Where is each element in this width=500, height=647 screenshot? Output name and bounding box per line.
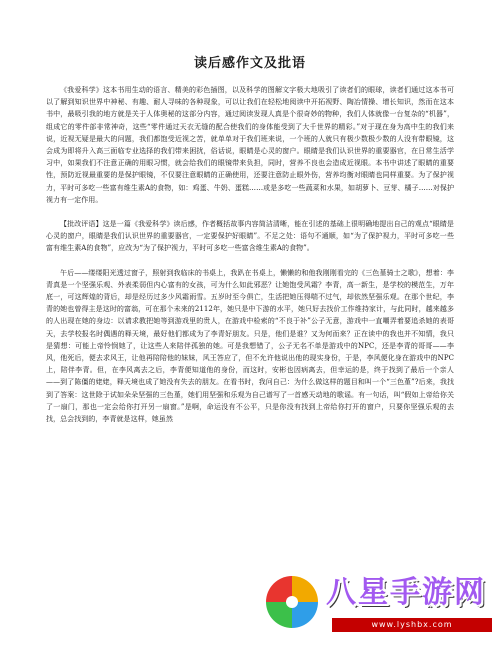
document-body — [46, 84, 454, 604]
watermark-url: www.lyshbx.com — [332, 618, 492, 632]
paragraph-second-essay: 午后——缕缕阳光透过窗子，照射到我临床的书桌上，我趴在书桌上，懒懒的和他我刚刚看完的《三色堇骑士之歌》，想着：李青真是一个坚强乐观、外表柔弱但内心富有的女孩，可为什么如此邪恶？让她饱受风霜？李青，高一新生，是学校的模范生，万年底一，可这辉煌的背后，却是经历过多少风霜雨雪。五岁时至今俱亡，生活把她压得喘不过气，却依然坚强乐观。在那个世纪，李青的她也曾得主是这时的富翁，可在那个未来的2112年，她只是中下游的水平，她只好去找价工作维持家计，与此同时，越来越多的人出现在她的身边：以请求教把她等到游戏里的贵人，在游戏中检索的“不良于补”公子无意，游戏中一直嘲弄着要追杀她的表哥天，去学校报名时偶遇的释天境，最好他们都成为了李青好朋友。只是，他们是谁？又为何而来？正在读中的我也并不知情，我只是猜想：可能上帝怜悯她了，让这些人来陪伴孤独的她。可是我想错了，公子无名不单是游戏中的NPC，还是李青的哥哥——李风，他死后，便去求风王，让他再陪陪他的妹妹，风王答应了，但不允许他说出他的现实身份，于是，李风便化身在游戏中的NPC上，陪伴李青。但，在李风离去之后，李青便知道他的身份，而这时，安彬也因病离去，但幸运的是，终于找到了最后一个亲人——到了陈僵的姥姥，释天境也成了她没有失去的朋友。在看书时，我问自己：为什么做这样的题目和叫一个“三色堇”?后来，我找到了答案：这世除于试如朵朵坚强的三色堇，她们用坚强和乐观为自己谱写了一首感天动地的歌谣。有一句话，叫“假如上帝给你关了一扇门，那也一定会给你打开另一扇窗。”是啊，命运没有不公平，只是你没有找到上帝给你打开的窗户，只要你坚强乐观的去找，总会找到的，李青就是这样，她虽然 — [46, 268, 454, 424]
paragraph-comment: 【批改评语】这是一篇《我爱科学》读后感，作者概括故事内容简洁清晰，能在引述的基础上很明确地提出自己的观点“眼睛是心灵的窗户，眼睛是我们认识世界的重要器官，一定要保护好眼睛”。不足之处：语句不通顺，如“为了保护视力，平时可多吃一些富有维生素A的食物”，应改为“为了保护视力，平时可多吃一些富含维生素A的食物”。 — [46, 220, 454, 253]
page-title: 读后感作文及批语 — [193, 56, 306, 71]
watermark-brand: 八星手游网 — [326, 575, 486, 610]
watermark — [260, 568, 500, 646]
pinwheel-logo-icon — [260, 570, 324, 634]
paragraph-essay: 《我爱科学》这本书用生动的语言、精美的彩色插图，以及科学的图解文字极大地吸引了读者们的眼球，读者们通过这本书可以了解到知识世界中神秘、有趣、耐人寻味的各种现象，可以让我们在轻松地阅读中开拓视野、陶冶情操、增长知识，然而在这本书中，最吸引我的地方就是关于人体奥秘的这部分内容，通过阅读发现人真是个很奇妙的物种，我们人体就像一台复杂的“机器”，组成它的零件部非常神奇，这些“零件通过天衣无缝的配合使我们的身体能受到了大千世界的精彩。”对于现在身为高中生的我们来说，近视无疑是最大的问题，我们都饱受近视之苦，就单单对于我们班来说，一个班的人就只有极少数极少数的人没有带眼镜，这会成为即将升入高三面临专业选择的我们带来困扰，俗话说，眼睛是心灵的窗户。眼睛是我们认识世界的重要器官，在日常生活学习中，如果我们不注意正确的用眼习惯，就会给我们的眼镜带来负担，同时，营养不良也会造成近视眼。本书中讲述了眼睛的重要性，预防近视最重要的是保护眼镜，不仅要注意眼睛的正确使用，还要注意防止眼外伤，营养均衡对眼睛也同样重要。为了保护视力，平时可多吃一些富有维生素A的食物，如：鸡蛋、牛奶、蛋糕……或是多吃一些蔬菜和水果，如胡萝卜、豆芽、橘子……对保护视力有一定作用。 — [46, 86, 454, 204]
